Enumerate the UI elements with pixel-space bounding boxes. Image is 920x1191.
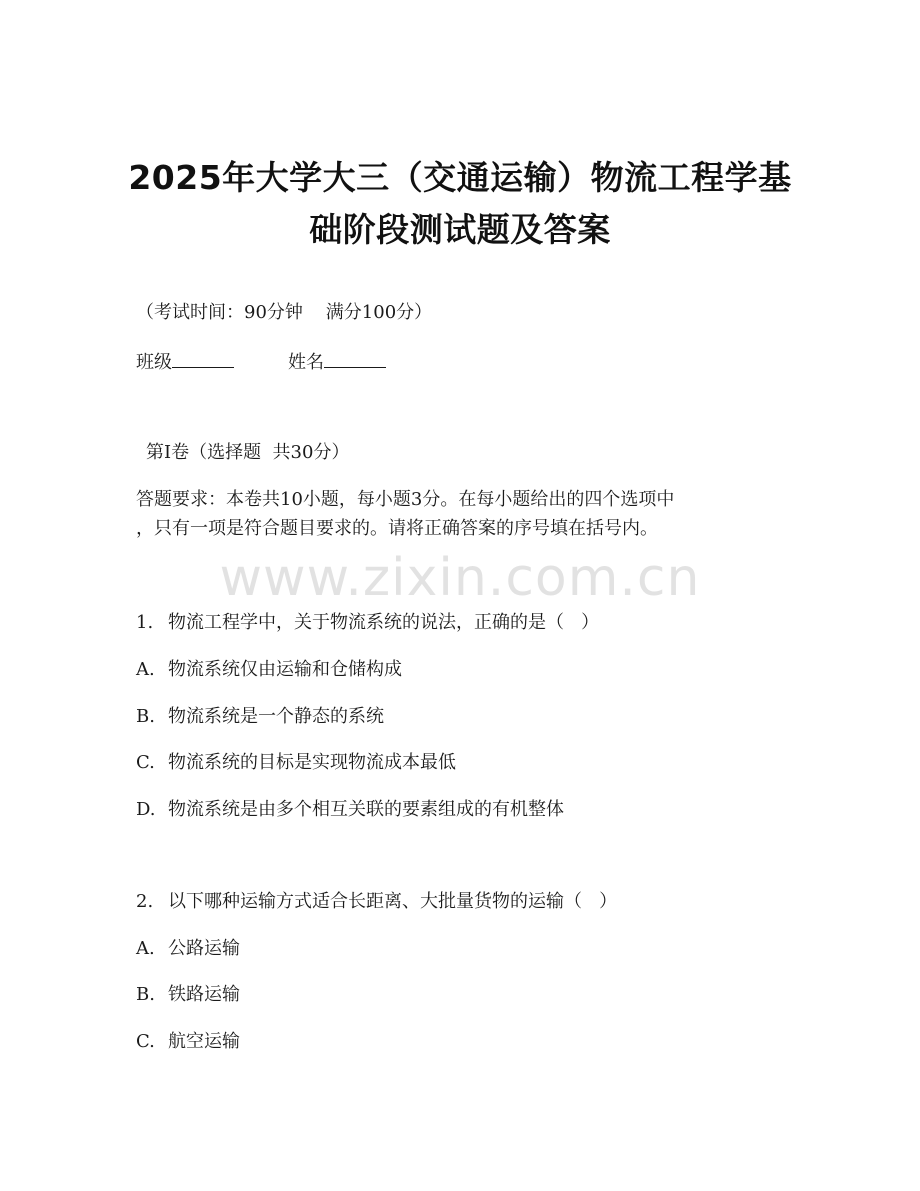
class-label: 班级 xyxy=(136,352,172,373)
question-1-option-a[interactable] xyxy=(136,657,402,683)
question-text: 以下哪种运输方式适合长距离、大批量货物的运输（ ） xyxy=(168,891,618,912)
question-1-option-c[interactable] xyxy=(136,750,456,776)
instructions-line-1: 答题要求：本卷共10小题，每小题3分。在每小题给出的四个选项中 xyxy=(136,489,675,510)
question-1 xyxy=(136,610,599,636)
question-2 xyxy=(136,889,617,915)
option-text: 物流系统的目标是实现物流成本最低 xyxy=(168,752,456,773)
instructions-line-2: ，只有一项是符合题目要求的。请将正确答案的序号填在括号内。 xyxy=(136,518,658,539)
option-text: 航空运输 xyxy=(168,1031,240,1052)
document-title-line-2: 础阶段测试题及答案 xyxy=(309,210,611,249)
option-label: B. xyxy=(136,984,155,1005)
question-1-option-d[interactable] xyxy=(136,797,564,823)
class-blank[interactable] xyxy=(172,349,234,368)
option-text: 物流系统仅由运输和仓储构成 xyxy=(168,659,402,680)
option-text: 公路运输 xyxy=(168,938,240,959)
document-title-line-1: 2025年大学大三（交通运输）物流工程学基 xyxy=(128,158,792,197)
question-text: 物流工程学中，关于物流系统的说法，正确的是（ ） xyxy=(168,612,600,633)
student-info-row xyxy=(136,349,386,376)
option-label: A. xyxy=(136,938,155,959)
option-label: D. xyxy=(136,799,156,820)
question-2-option-a[interactable] xyxy=(136,936,240,962)
name-blank[interactable] xyxy=(324,349,386,368)
option-label: A. xyxy=(136,659,155,680)
question-2-option-c[interactable] xyxy=(136,1029,240,1055)
option-label: B. xyxy=(136,706,155,727)
exam-info: （考试时间：90分钟 满分100分） xyxy=(136,302,433,323)
option-text: 物流系统是由多个相互关联的要素组成的有机整体 xyxy=(168,799,564,820)
name-label: 姓名 xyxy=(288,352,324,373)
option-text: 铁路运输 xyxy=(168,984,240,1005)
section-heading: 第Ⅰ卷（选择题 共30分） xyxy=(146,442,350,463)
question-number: 2. xyxy=(136,891,154,912)
option-label: C. xyxy=(136,752,155,773)
watermark: www.zixin.com.cn xyxy=(219,548,701,608)
option-label: C. xyxy=(136,1031,155,1052)
question-2-option-b[interactable] xyxy=(136,982,240,1008)
question-number: 1. xyxy=(136,612,154,633)
option-text: 物流系统是一个静态的系统 xyxy=(168,706,384,727)
question-1-option-b[interactable] xyxy=(136,704,384,730)
